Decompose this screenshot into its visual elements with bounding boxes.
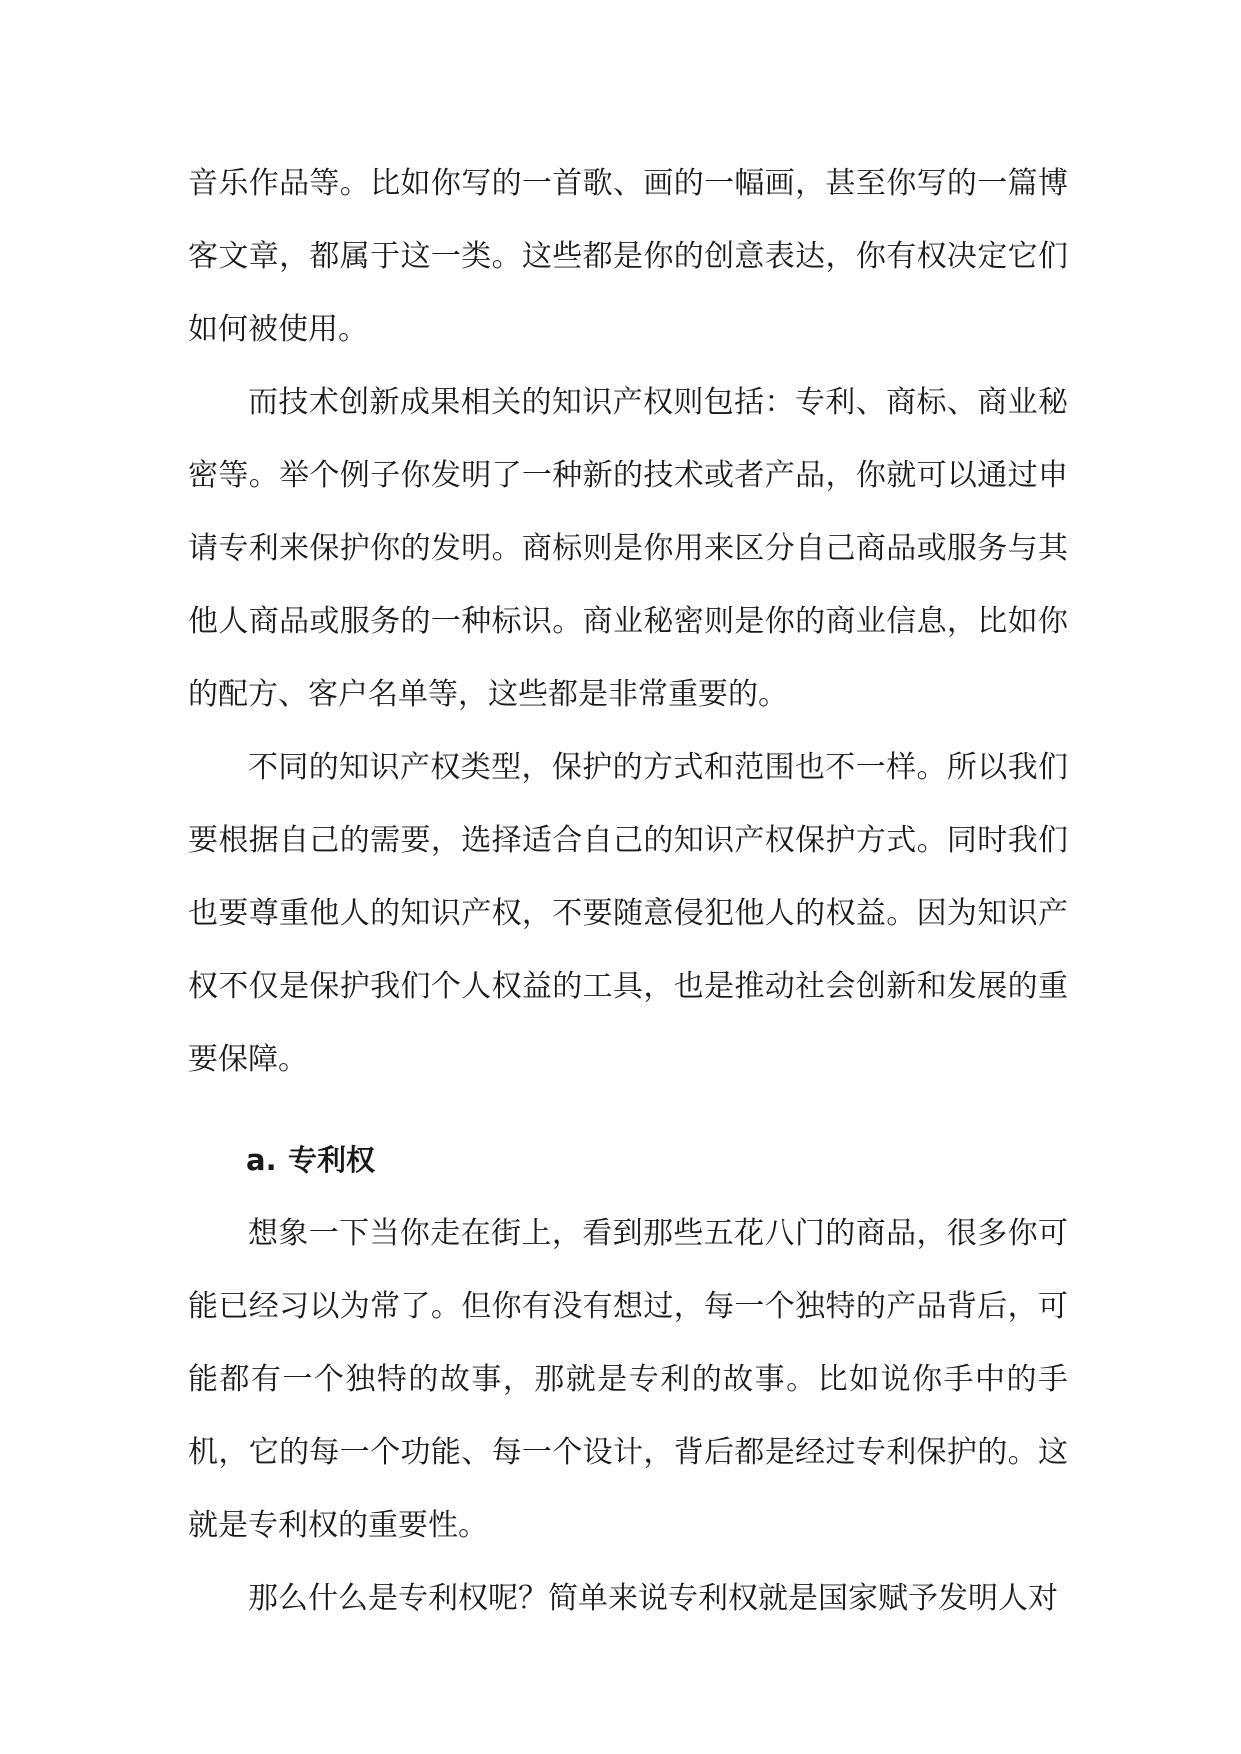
paragraph-patent-definition: 那么什么是专利权呢？简单来说专利权就是国家赋予发明人对 xyxy=(248,1581,1058,1616)
paragraph-ip-types: 不同的知识产权类型，保护的方式和范围也不一样。所以我们要根据自己的需要，选择适合自己的知识产权保护方式。同时我们也要尊重他人的知识产权，不要随意侵犯他人的权益。因为知识产权不仅是保护我们个人权益的工具，也是推动社会创新和发展的重要保障。 xyxy=(188,750,1068,1077)
section-heading-marker: a. xyxy=(246,1143,277,1177)
paragraph-patent-intro: 想象一下当你走在街上，看到那些五花八门的商品，很多你可能已经习以为常了。但你有没有想过，每一个独特的产品背后，可能都有一个独特的故事，那就是专利的故事。比如说你手中的手机，它的每一个功能、每一个设计，背后都是经过专利保护的。这就是专利权的重要性。 xyxy=(188,1216,1068,1543)
section-heading-title: 专利权 xyxy=(288,1143,376,1177)
paragraph-continued: 音乐作品等。比如你写的一首歌、画的一幅画，甚至你写的一篇博客文章，都属于这一类。这些都是你的创意表达，你有权决定它们如何被使用。 xyxy=(188,166,1068,347)
paragraph-tech-ip: 而技术创新成果相关的知识产权则包括：专利、商标、商业秘密等。举个例子你发明了一种新的技术或者产品，你就可以通过申请专利来保护你的发明。商标则是你用来区分自己商品或服务与其他人商品或服务的一种标识。商业秘密则是你的商业信息，比如你的配方、客户名单等，这些都是非常重要的。 xyxy=(188,385,1068,712)
section-heading xyxy=(188,1124,1068,1197)
document-body xyxy=(188,147,1068,1635)
